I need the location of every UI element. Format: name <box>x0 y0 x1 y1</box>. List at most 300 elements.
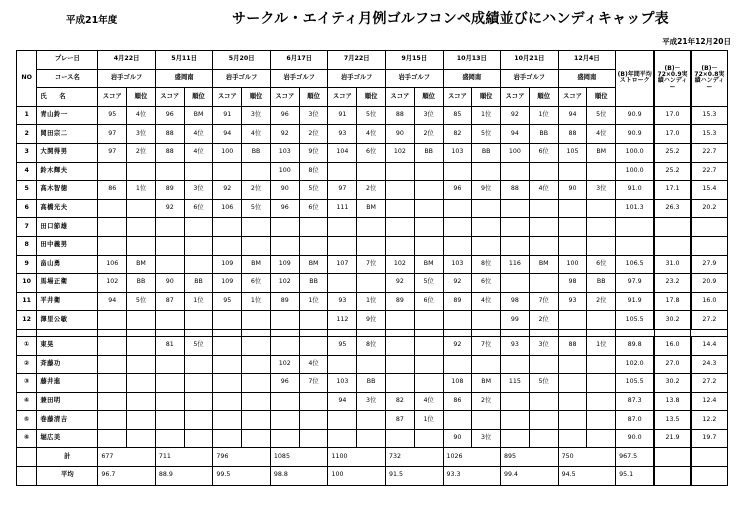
handicap-08-cell: 22.7 <box>691 143 728 162</box>
rank-cell <box>472 355 501 374</box>
score-header: スコア <box>443 88 472 107</box>
score-cell: 96 <box>270 374 299 393</box>
score-cell: 103 <box>328 374 357 393</box>
rank-cell: 8位 <box>472 255 501 274</box>
avg-cell: 100.0 <box>616 143 655 162</box>
rank-cell <box>299 336 328 355</box>
handicap-09-cell <box>654 236 691 255</box>
rank-cell <box>472 236 501 255</box>
rank-cell: BM <box>184 106 213 125</box>
handicap-08-cell: 15.3 <box>691 125 728 144</box>
round-date: 7月22日 <box>328 51 386 70</box>
score-cell: 86 <box>443 392 472 411</box>
score-cell <box>385 374 414 393</box>
player-no: 5 <box>17 181 37 200</box>
player-row <box>17 199 728 218</box>
score-cell <box>213 392 242 411</box>
player-row <box>17 274 728 293</box>
player-row <box>17 181 728 200</box>
rank-header: 順位 <box>587 88 616 107</box>
score-cell <box>501 162 530 181</box>
player-name: 畠山勇 <box>37 255 98 274</box>
rank-cell: 5位 <box>414 274 443 293</box>
score-cell <box>558 162 587 181</box>
avg-cell <box>616 236 655 255</box>
score-cell <box>98 218 127 237</box>
score-cell: 91 <box>213 106 242 125</box>
score-cell: 104 <box>328 143 357 162</box>
rank-cell: 9位 <box>357 311 386 330</box>
avg-cell: 87.0 <box>616 411 655 430</box>
player-name: 高木智徳 <box>37 181 98 200</box>
score-cell <box>385 429 414 448</box>
avg-cell: 91.9 <box>616 292 655 311</box>
score-header: スコア <box>385 88 414 107</box>
average-cell: 100 <box>328 467 386 486</box>
avg-cell: 102.0 <box>616 355 655 374</box>
handicap-09-cell: 17.8 <box>654 292 691 311</box>
handicap-09-header: (B)－72×0.9実績ハンディー <box>654 51 691 107</box>
rank-cell <box>529 199 558 218</box>
handicap-09-cell: 17.0 <box>654 106 691 125</box>
total-avg: 967.5 <box>616 448 655 467</box>
rank-cell <box>587 162 616 181</box>
rank-cell <box>242 355 271 374</box>
rank-cell: 1位 <box>414 411 443 430</box>
score-cell <box>155 374 184 393</box>
handicap-08-cell: 27.2 <box>691 374 728 393</box>
round-date: 9月15日 <box>385 51 443 70</box>
player-no: 4 <box>17 162 37 181</box>
total-cell: 1026 <box>443 448 501 467</box>
score-cell <box>443 311 472 330</box>
score-cell <box>443 355 472 374</box>
average-label: 平均 <box>37 467 98 486</box>
player-no: 11 <box>17 292 37 311</box>
player-row <box>17 106 728 125</box>
rank-cell: 3位 <box>127 125 156 144</box>
score-cell: 108 <box>443 374 472 393</box>
score-cell: 100 <box>501 143 530 162</box>
score-cell <box>385 355 414 374</box>
handicap-08-cell: 14.4 <box>691 336 728 355</box>
player-no: 10 <box>17 274 37 293</box>
score-cell: 87 <box>385 411 414 430</box>
score-cell: 88 <box>558 125 587 144</box>
rank-cell <box>299 236 328 255</box>
score-cell <box>558 355 587 374</box>
score-cell: 92 <box>270 125 299 144</box>
total-cell: 677 <box>98 448 156 467</box>
rank-cell <box>357 236 386 255</box>
player-row <box>17 162 728 181</box>
score-cell: 88 <box>558 336 587 355</box>
rank-cell <box>357 274 386 293</box>
rank-cell <box>242 218 271 237</box>
score-cell: 100 <box>558 255 587 274</box>
player-row <box>17 355 728 374</box>
rank-cell: 6位 <box>242 274 271 293</box>
handicap-08-cell: 16.0 <box>691 292 728 311</box>
score-cell <box>558 199 587 218</box>
handicap-08-cell <box>691 218 728 237</box>
round-course: 盛岡南 <box>558 69 616 88</box>
rank-cell: BM <box>587 143 616 162</box>
rank-cell: BB <box>414 143 443 162</box>
score-header: スコア <box>155 88 184 107</box>
total-cell: 1085 <box>270 448 328 467</box>
score-cell <box>328 411 357 430</box>
rank-cell: 3位 <box>184 181 213 200</box>
rank-cell: 2位 <box>242 181 271 200</box>
rank-cell <box>127 392 156 411</box>
score-cell <box>501 392 530 411</box>
score-cell: 89 <box>443 292 472 311</box>
handicap-08-cell: 20.9 <box>691 274 728 293</box>
score-cell <box>213 162 242 181</box>
rank-cell: 4位 <box>472 292 501 311</box>
score-cell: 97 <box>98 125 127 144</box>
average-cell: 94.5 <box>558 467 616 486</box>
handicap-09-cell: 17.1 <box>654 181 691 200</box>
no-header: NO <box>17 51 37 107</box>
score-cell <box>558 218 587 237</box>
player-name: 澤里公敏 <box>37 311 98 330</box>
total-label: 計 <box>37 448 98 467</box>
rank-cell <box>414 199 443 218</box>
score-cell: 106 <box>213 199 242 218</box>
score-cell: 88 <box>155 125 184 144</box>
score-cell <box>385 311 414 330</box>
player-no: 12 <box>17 311 37 330</box>
rank-cell <box>414 218 443 237</box>
rank-cell: BB <box>357 374 386 393</box>
avg-cell: 100.0 <box>616 162 655 181</box>
score-cell: 89 <box>270 292 299 311</box>
round-course: 岩手ゴルフ <box>328 69 386 88</box>
rank-cell: 5位 <box>472 125 501 144</box>
rank-cell <box>184 411 213 430</box>
rank-cell: 5位 <box>587 106 616 125</box>
score-cell <box>155 355 184 374</box>
rank-cell <box>529 236 558 255</box>
rank-cell: 5位 <box>127 292 156 311</box>
average-cell: 93.3 <box>443 467 501 486</box>
summary-blank <box>17 448 37 467</box>
player-row <box>17 292 728 311</box>
round-course: 岩手ゴルフ <box>501 69 559 88</box>
rank-cell: BB <box>242 143 271 162</box>
player-name: 東晃 <box>37 336 98 355</box>
rank-cell <box>587 199 616 218</box>
rank-cell: 2位 <box>127 143 156 162</box>
round-course: 岩手ゴルフ <box>385 69 443 88</box>
score-cell <box>98 311 127 330</box>
score-cell <box>385 336 414 355</box>
score-cell <box>213 236 242 255</box>
score-cell: 92 <box>155 199 184 218</box>
score-cell: 111 <box>328 199 357 218</box>
score-cell: 90 <box>558 181 587 200</box>
rank-cell <box>127 311 156 330</box>
handicap-09-cell: 17.0 <box>654 125 691 144</box>
rank-cell <box>587 311 616 330</box>
score-cell: 93 <box>328 292 357 311</box>
score-cell: 94 <box>501 125 530 144</box>
score-cell: 94 <box>98 292 127 311</box>
rank-cell <box>529 411 558 430</box>
score-cell <box>270 429 299 448</box>
rank-cell <box>184 162 213 181</box>
score-cell <box>98 411 127 430</box>
report-date: 平成21年12月20日 <box>662 37 731 46</box>
round-course: 岩手ゴルフ <box>98 69 156 88</box>
avg-cell: 90.9 <box>616 125 655 144</box>
handicap-08-header: (B)－72×0.8実績ハンディー <box>691 51 728 107</box>
score-cell: 102 <box>270 355 299 374</box>
handicap-09-cell: 30.2 <box>654 311 691 330</box>
score-cell <box>155 236 184 255</box>
name-label: 氏 名 <box>37 88 98 107</box>
rank-cell <box>127 218 156 237</box>
rank-header: 順位 <box>299 88 328 107</box>
rank-cell: 3位 <box>414 106 443 125</box>
avg-cell: 101.3 <box>616 199 655 218</box>
rank-cell: 1位 <box>529 106 558 125</box>
score-cell <box>501 411 530 430</box>
summary-blank <box>654 467 691 486</box>
rank-cell <box>529 218 558 237</box>
rank-cell: 1位 <box>299 292 328 311</box>
score-cell: 81 <box>155 336 184 355</box>
rank-cell <box>184 392 213 411</box>
summary-blank <box>654 448 691 467</box>
score-cell: 93 <box>558 292 587 311</box>
score-cell: 109 <box>270 255 299 274</box>
rank-cell: 4位 <box>587 125 616 144</box>
player-name: 堀広美 <box>37 429 98 448</box>
avg-cell: 97.9 <box>616 274 655 293</box>
score-cell <box>558 374 587 393</box>
score-cell <box>155 162 184 181</box>
rank-cell: 3位 <box>587 181 616 200</box>
round-date: 10月13日 <box>443 51 501 70</box>
rank-cell <box>127 336 156 355</box>
score-cell <box>98 355 127 374</box>
score-header: スコア <box>270 88 299 107</box>
score-cell: 109 <box>213 255 242 274</box>
score-cell <box>155 311 184 330</box>
score-cell <box>385 181 414 200</box>
avg-cell: 87.3 <box>616 392 655 411</box>
score-cell <box>155 392 184 411</box>
rank-cell: 7位 <box>472 336 501 355</box>
handicap-08-cell: 24.3 <box>691 355 728 374</box>
rank-cell: BB <box>127 274 156 293</box>
rank-cell <box>357 411 386 430</box>
rank-cell <box>299 429 328 448</box>
rank-cell: 2位 <box>299 125 328 144</box>
rank-cell <box>529 392 558 411</box>
score-cell: 88 <box>501 181 530 200</box>
rank-cell: 5位 <box>357 106 386 125</box>
score-cell: 97 <box>328 181 357 200</box>
handicap-08-cell: 19.7 <box>691 429 728 448</box>
rank-cell <box>242 411 271 430</box>
player-name: 大関得男 <box>37 143 98 162</box>
era-label: 平成21年度 <box>66 15 118 26</box>
score-cell <box>98 162 127 181</box>
avg-header: (B)年間平均ストローク <box>616 51 655 107</box>
score-cell <box>385 218 414 237</box>
rank-cell: 2位 <box>587 292 616 311</box>
player-name: 兼田明 <box>37 392 98 411</box>
rank-cell: 5位 <box>242 199 271 218</box>
score-cell <box>213 411 242 430</box>
round-date: 10月21日 <box>501 51 559 70</box>
rank-cell: BM <box>357 199 386 218</box>
rank-cell <box>357 355 386 374</box>
player-no: 6 <box>17 199 37 218</box>
score-cell: 92 <box>501 106 530 125</box>
player-no: ⑤ <box>17 411 37 430</box>
score-cell <box>385 236 414 255</box>
score-cell: 93 <box>328 125 357 144</box>
rank-cell: 3位 <box>242 106 271 125</box>
score-cell: 92 <box>385 274 414 293</box>
rank-cell: 1位 <box>357 292 386 311</box>
handicap-09-cell: 30.2 <box>654 374 691 393</box>
round-date: 4月22日 <box>98 51 156 70</box>
score-cell <box>328 162 357 181</box>
score-cell <box>328 236 357 255</box>
rank-cell: BM <box>242 255 271 274</box>
handicap-09-cell: 23.2 <box>654 274 691 293</box>
score-cell <box>501 274 530 293</box>
rank-cell <box>357 162 386 181</box>
rank-cell: 3位 <box>299 106 328 125</box>
player-row <box>17 392 728 411</box>
player-row <box>17 429 728 448</box>
score-cell <box>155 255 184 274</box>
player-no: 2 <box>17 125 37 144</box>
rank-cell: 4位 <box>184 143 213 162</box>
score-cell <box>98 336 127 355</box>
score-cell <box>155 429 184 448</box>
rank-cell <box>127 199 156 218</box>
score-cell: 100 <box>270 162 299 181</box>
rank-cell <box>472 411 501 430</box>
page-title: サークル・エイティ月例ゴルフコンペ成績並びにハンディキャップ表 <box>232 11 669 27</box>
rank-cell: 3位 <box>357 392 386 411</box>
handicap-08-cell: 15.3 <box>691 106 728 125</box>
average-avg: 95.1 <box>616 467 655 486</box>
rank-cell <box>299 392 328 411</box>
handicap-08-cell: 22.7 <box>691 162 728 181</box>
date-label: プレー日 <box>37 51 98 70</box>
rank-cell <box>184 374 213 393</box>
score-cell <box>501 429 530 448</box>
score-cell <box>443 199 472 218</box>
score-cell <box>270 311 299 330</box>
rank-cell <box>184 311 213 330</box>
score-cell: 92 <box>213 181 242 200</box>
score-cell: 89 <box>155 181 184 200</box>
round-course: 盛岡南 <box>443 69 501 88</box>
rank-cell <box>127 162 156 181</box>
rank-cell: 7位 <box>357 255 386 274</box>
rank-cell: 6位 <box>184 199 213 218</box>
rank-cell: BB <box>587 274 616 293</box>
average-cell: 99.5 <box>213 467 271 486</box>
rank-cell: BB <box>529 125 558 144</box>
rank-cell <box>472 199 501 218</box>
round-date: 6月17日 <box>270 51 328 70</box>
score-header: スコア <box>558 88 587 107</box>
player-name: 馬場正衛 <box>37 274 98 293</box>
score-cell <box>558 411 587 430</box>
rank-cell <box>299 411 328 430</box>
handicap-09-cell: 13.8 <box>654 392 691 411</box>
rank-cell: 2位 <box>529 311 558 330</box>
score-cell <box>558 236 587 255</box>
score-cell: 82 <box>443 125 472 144</box>
avg-cell: 105.5 <box>616 374 655 393</box>
score-cell <box>385 162 414 181</box>
rank-cell <box>587 374 616 393</box>
rank-cell: BB <box>184 274 213 293</box>
rank-cell: 5位 <box>299 181 328 200</box>
score-cell: 112 <box>328 311 357 330</box>
player-name: 田中義男 <box>37 236 98 255</box>
round-date: 5月11日 <box>155 51 213 70</box>
rank-cell <box>242 162 271 181</box>
total-cell: 796 <box>213 448 271 467</box>
rank-cell: 1位 <box>184 292 213 311</box>
handicap-08-cell: 20.2 <box>691 199 728 218</box>
score-cell: 115 <box>501 374 530 393</box>
rank-cell: 4位 <box>127 106 156 125</box>
rank-cell <box>529 429 558 448</box>
total-cell: 750 <box>558 448 616 467</box>
avg-cell: 91.0 <box>616 181 655 200</box>
rank-header: 順位 <box>529 88 558 107</box>
rank-cell: 1位 <box>127 181 156 200</box>
player-name: 平井衛 <box>37 292 98 311</box>
rank-cell <box>587 392 616 411</box>
rank-cell: 6位 <box>472 274 501 293</box>
score-cell <box>270 236 299 255</box>
total-cell: 711 <box>155 448 213 467</box>
summary-blank <box>17 467 37 486</box>
average-cell: 99.4 <box>501 467 559 486</box>
rank-cell <box>414 311 443 330</box>
rank-cell <box>357 218 386 237</box>
rank-cell: 6位 <box>587 255 616 274</box>
avg-cell: 89.8 <box>616 336 655 355</box>
score-cell <box>213 311 242 330</box>
rank-cell <box>472 162 501 181</box>
rank-cell: 2位 <box>414 125 443 144</box>
score-cell <box>501 199 530 218</box>
score-cell: 95 <box>213 292 242 311</box>
score-cell <box>558 311 587 330</box>
player-row <box>17 374 728 393</box>
handicap-09-cell: 25.2 <box>654 162 691 181</box>
score-cell <box>270 392 299 411</box>
rank-cell: 5位 <box>529 374 558 393</box>
rank-cell: 1位 <box>472 106 501 125</box>
